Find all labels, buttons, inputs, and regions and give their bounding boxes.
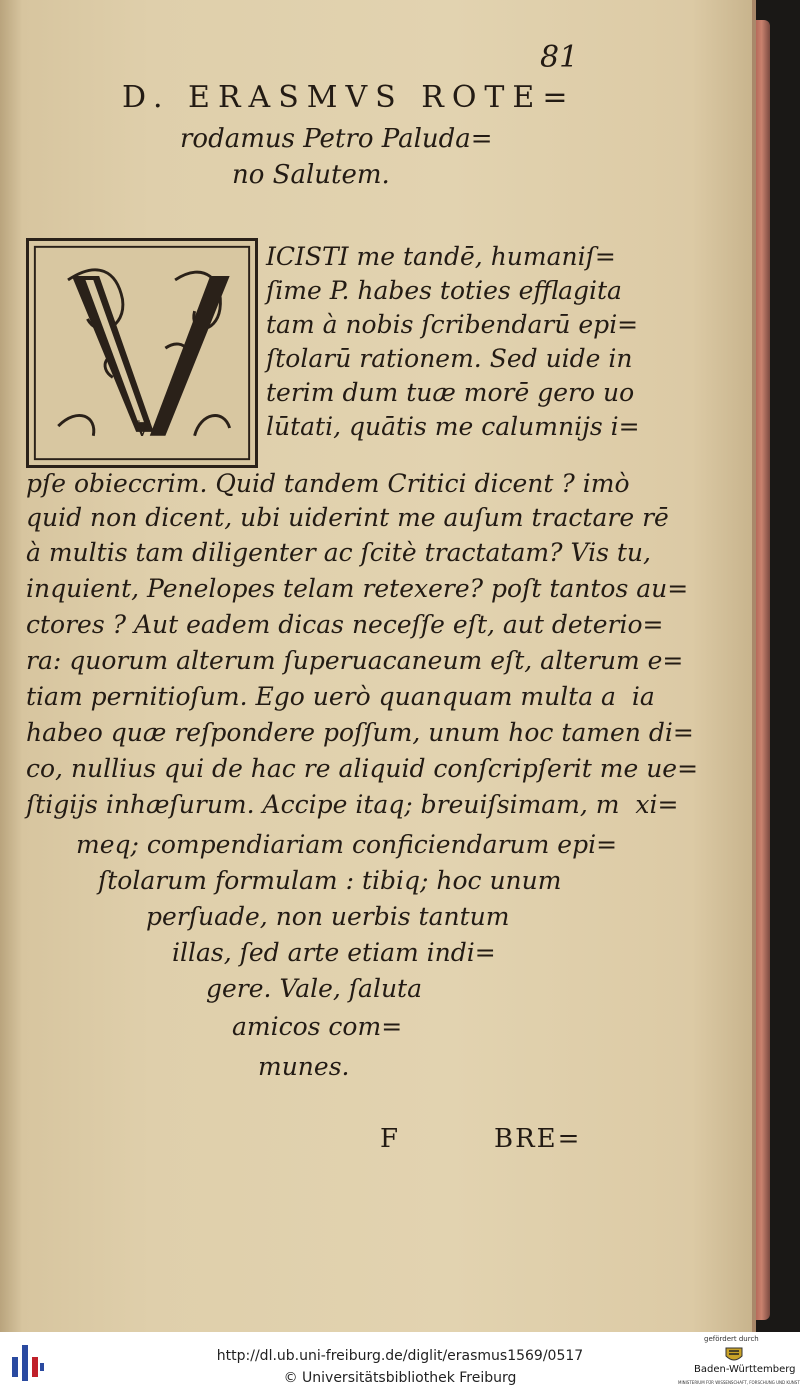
- body-line: ſtigijs inhæſurum. Accipe itaq; breuiſsimam, m xi=: [26, 790, 679, 819]
- body-line: lūtati, quātis me calumnijs i=: [266, 412, 640, 441]
- catchword: BRE=: [494, 1124, 582, 1154]
- catchword-signature: F: [380, 1124, 401, 1154]
- heading-line-3: no Salutem.: [232, 160, 390, 190]
- state-crest-icon: [722, 1344, 746, 1364]
- sponsor-label: gefördert durch: [704, 1335, 759, 1343]
- body-line: quid non dicent, ubi uiderint me auſum tractare rē: [26, 503, 669, 532]
- body-line: ra: quorum alterum ſuperuacaneum eſt, alterum e=: [26, 646, 684, 675]
- heading-line-2: rodamus Petro Paluda=: [180, 124, 493, 154]
- body-line: co, nullius qui de hac re aliquid conſcripſerit me ue=: [26, 754, 699, 783]
- decorated-initial: [26, 238, 258, 468]
- folio-number: 81: [540, 40, 579, 75]
- body-line: habeo quæ reſpondere poſſum, unum hoc tamen di=: [26, 718, 694, 747]
- body-line: illas, ſed arte etiam indi=: [172, 938, 496, 967]
- body-line: ſtolarum formulam : tibiq; hoc unum: [98, 866, 562, 895]
- sponsor-name: Baden-Württemberg: [694, 1364, 796, 1375]
- body-line: tam à nobis ſcribendarū epi=: [266, 310, 639, 339]
- body-line: ICISTI me tandē, humaniſ=: [266, 242, 616, 271]
- sponsor-ministry: MINISTERIUM FÜR WISSENSCHAFT, FORSCHUNG UND KUNST: [678, 1380, 800, 1385]
- copyright-notice: © Universitätsbibliothek Freiburg: [283, 1370, 517, 1386]
- body-line: perſuade, non uerbis tantum: [146, 902, 510, 931]
- body-line: amicos com=: [232, 1012, 403, 1041]
- body-line: meq; compendiariam conficiendarum epi=: [76, 830, 618, 859]
- body-line: pſe obieccrim. Quid tandem Critici dicent ? imò: [26, 469, 630, 498]
- ornament-initial-icon: [29, 241, 255, 465]
- body-line: terim dum tuæ morē gero uo: [266, 378, 635, 407]
- body-line: à multis tam diligenter ac ſcitè tractatam? Vis tu,: [26, 538, 651, 567]
- body-line: munes.: [258, 1052, 350, 1081]
- body-line: ctores ? Aut eadem dicas neceſſe eſt, aut deterio=: [26, 610, 664, 639]
- body-line: gere. Vale, ſaluta: [206, 974, 422, 1003]
- body-line: ſime P. habes toties efflagita: [266, 276, 622, 305]
- body-line: ſtolarū rationem. Sed uide in: [266, 344, 633, 373]
- initial-letter: V: [134, 416, 150, 442]
- heading-line-1: D. ERASMVS ROTE=: [122, 80, 576, 115]
- body-line: inquient, Penelopes telam retexere? poſt tantos au=: [26, 574, 689, 603]
- page-edge: [756, 20, 770, 1320]
- body-line: tiam pernitioſum. Ego uerò quanquam multa a ia: [26, 682, 655, 711]
- page-url[interactable]: http://dl.ub.uni-freiburg.de/diglit/erasmus1569/0517: [216, 1348, 584, 1364]
